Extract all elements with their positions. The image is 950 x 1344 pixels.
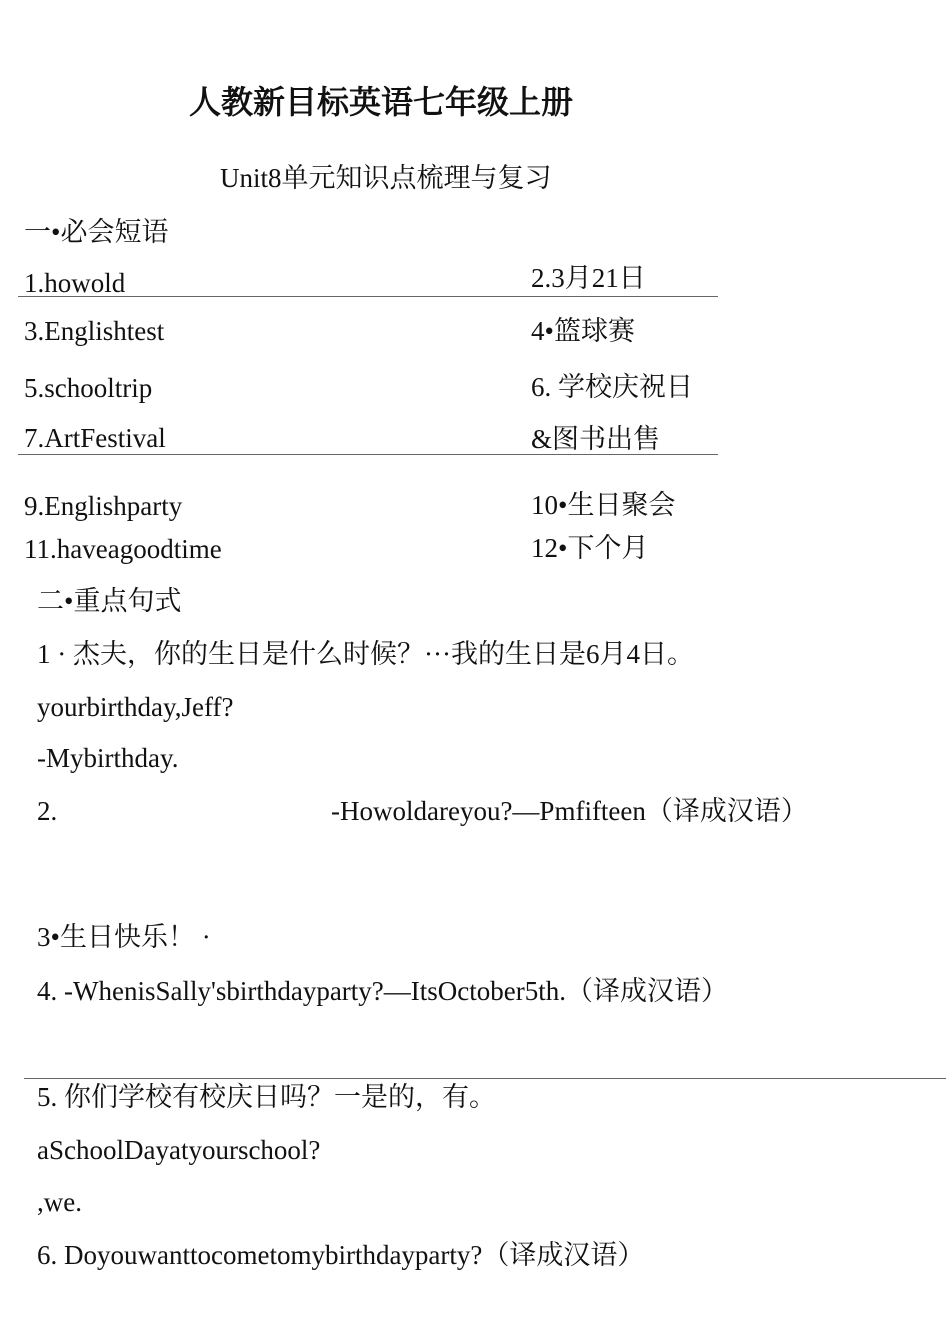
sentence-line: -Mybirthday.: [37, 743, 179, 773]
phrase-item: 11.haveagoodtime: [24, 534, 222, 564]
sentence-line: -Howoldareyou?—Pmfifteen（译成汉语）: [331, 796, 808, 826]
phrase-item: 7.ArtFestival: [24, 423, 166, 453]
phrase-item: 2.3月21日: [531, 263, 646, 293]
sentence-line: yourbirthday,Jeff?: [37, 692, 234, 722]
document-title: 人教新目标英语七年级上册: [189, 83, 574, 121]
document-subtitle: Unit8单元知识点梳理与复习: [220, 163, 552, 193]
phrase-item: &图书出售: [531, 424, 661, 454]
phrase-divider: [18, 454, 718, 455]
phrase-divider: [18, 296, 718, 297]
phrase-item: 4•篮球赛: [531, 316, 635, 346]
section-heading-phrases: 一•必会短语: [24, 217, 169, 247]
sentence-line: aSchoolDayatyourschool?: [37, 1135, 321, 1165]
section-heading-sentences: 二•重点句式: [37, 586, 182, 616]
sentence-line: 4. -WhenisSally'sbirthdayparty?—ItsOctober5th.（译成汉语）: [37, 976, 728, 1006]
sentence-number: 2.: [37, 796, 58, 826]
phrase-item: 12•下个月: [531, 533, 649, 563]
phrase-item: 3.Englishtest: [24, 316, 165, 346]
phrase-item: 6. 学校庆祝日: [531, 372, 693, 402]
sentence-line: 3•生日快乐！ ·: [37, 922, 211, 952]
phrase-item: 9.Englishparty: [24, 491, 183, 521]
phrase-item: 10•生日聚会: [531, 490, 676, 520]
sentence-line: 5. 你们学校有校庆日吗？一是的，有。: [37, 1082, 496, 1112]
phrase-item: 5.schooltrip: [24, 373, 153, 403]
sentence-line: ,we.: [37, 1187, 82, 1217]
sentence-line: 6. Doyouwanttocometomybirthdayparty?（译成汉语）: [37, 1240, 645, 1270]
answer-line: [24, 1078, 946, 1079]
sentence-line: 1 · 杰夫，你的生日是什么时候？···我的生日是6月4日。: [37, 639, 694, 669]
phrase-item: 1.howold: [24, 268, 126, 298]
